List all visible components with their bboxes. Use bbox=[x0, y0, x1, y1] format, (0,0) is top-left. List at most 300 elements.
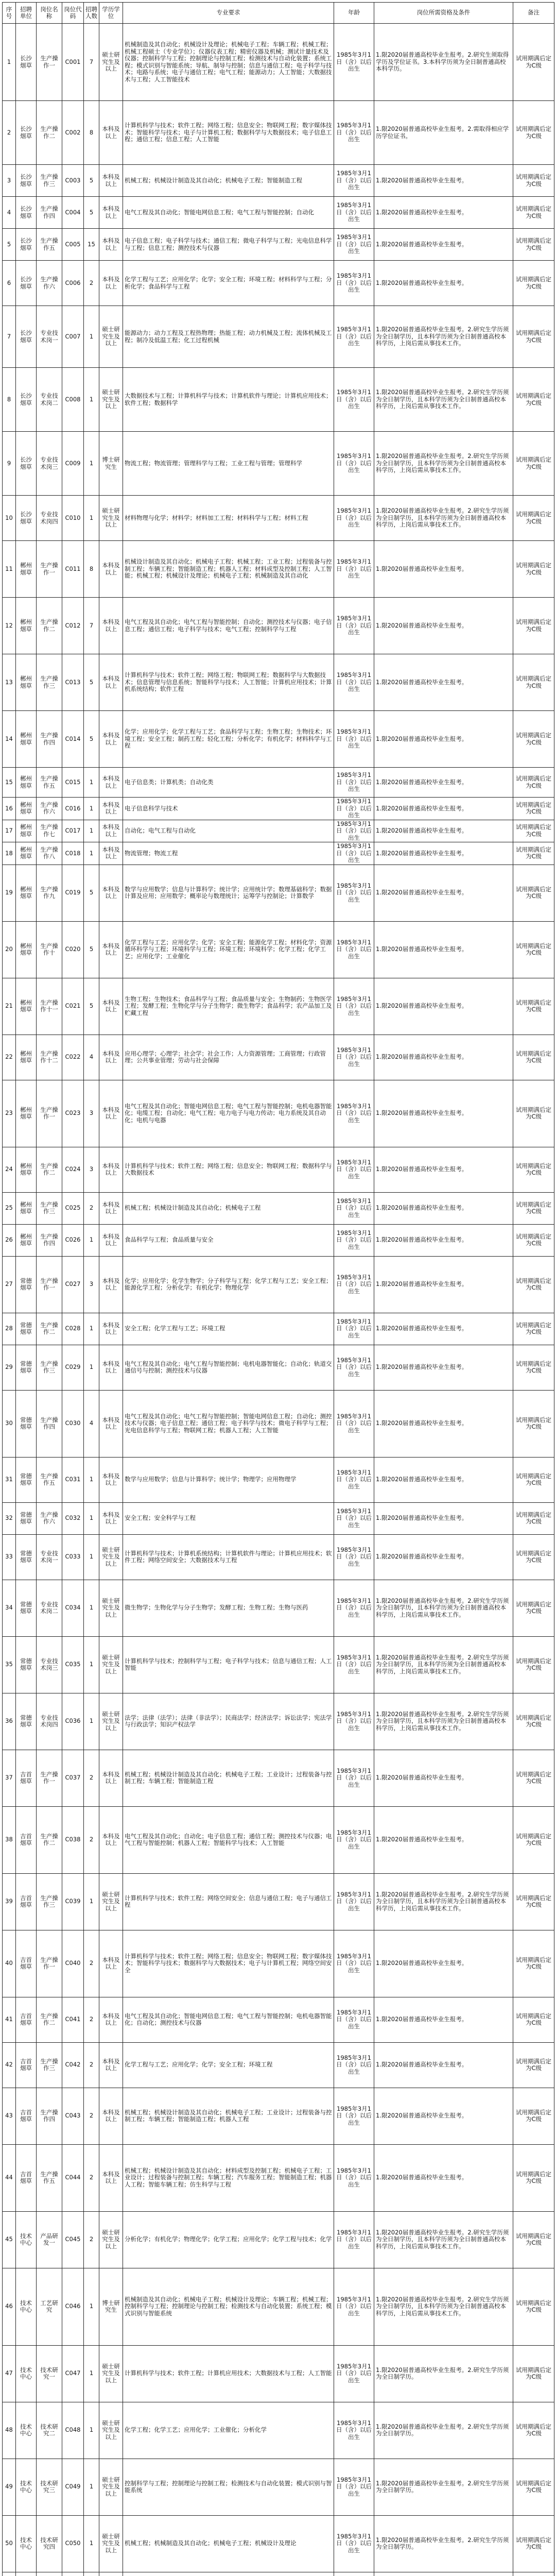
cell-age: 1985年3月1日（含）以后出生 bbox=[334, 1997, 374, 2042]
cell-education: 硕士研究生及以上 bbox=[99, 1873, 123, 1930]
cell-qualifications: 1.限2020届普通高校毕业生报考。 bbox=[374, 1750, 513, 1806]
cell-major: 电气工程及其自动化；电气工程与智能控制；电机电器智能化；自动化；轨道交通信号与控制；测控技术与仪器 bbox=[123, 1345, 334, 1390]
cell-age: 1985年3月1日（含）以后出生 bbox=[334, 1457, 374, 1502]
cell-education: 硕士研究生及以上 bbox=[99, 2515, 123, 2572]
cell-index: 41 bbox=[3, 1997, 16, 2042]
table-row bbox=[3, 1873, 554, 1930]
cell-qualifications: 1.限2020届普通高校毕业生报考。 bbox=[374, 1390, 513, 1457]
cell-index: 14 bbox=[3, 711, 16, 768]
cell-age: 1985年3月1日（含）以后出生 bbox=[334, 1345, 374, 1390]
table-row bbox=[3, 1224, 554, 1256]
header-age: 年龄 bbox=[334, 3, 374, 24]
cell-education: 本科及以上 bbox=[99, 229, 123, 261]
cell-education: 本科及以上 bbox=[99, 978, 123, 1035]
cell-qualifications: 1.限2020届普通高校毕业生报考。2.研究生学历须为全日制学历。 bbox=[374, 2515, 513, 2572]
cell-major: 自动化；电气工程与自动化 bbox=[123, 820, 334, 842]
cell-code: C047 bbox=[62, 2345, 84, 2402]
cell-remarks: 试用期满后定为C级 bbox=[513, 1192, 554, 1224]
cell-remarks: 试用期满后定为C级 bbox=[513, 2211, 554, 2268]
cell-position: 生产操作九 bbox=[37, 865, 62, 921]
cell-count: 5 bbox=[84, 711, 99, 768]
cell-index: 9 bbox=[3, 432, 16, 496]
cell-education: 硕士研究生及以上 bbox=[99, 2345, 123, 2402]
cell-remarks: 试用期满后定为C级 bbox=[513, 1345, 554, 1390]
cell-code: C011 bbox=[62, 541, 84, 598]
cell-position: 生产操作六 bbox=[37, 798, 62, 820]
header-position: 岗位名称 bbox=[37, 3, 62, 24]
cell-major: 安全工程；安全科学与工程 bbox=[123, 1502, 334, 1534]
cell-remarks: 试用期满后定为C级 bbox=[513, 1035, 554, 1080]
cell-count: 1 bbox=[84, 2402, 99, 2459]
header-qualifications: 岗位所需资格及条件 bbox=[374, 3, 513, 24]
cell-count: 2 bbox=[84, 2042, 99, 2088]
cell-education: 本科及以上 bbox=[99, 768, 123, 798]
cell-position: 生产操作五 bbox=[37, 229, 62, 261]
cell-education: 硕士研究生及以上 bbox=[99, 2459, 123, 2515]
cell-major: 化学；应用化学；化学生物学；分子科学与工程；化学工程与工艺；安全工程；能源化学工程；分析化学；有机化学；物理化学 bbox=[123, 1256, 334, 1313]
cell-position: 生产操作四 bbox=[37, 2088, 62, 2144]
cell-position: 生产操作十 bbox=[37, 921, 62, 978]
cell-age: 1985年3月1日（含）以后出生 bbox=[334, 598, 374, 654]
cell-age: 1985年3月1日（含）以后出生 bbox=[334, 368, 374, 432]
cell-code: C039 bbox=[62, 1873, 84, 1930]
table-row bbox=[3, 2515, 554, 2572]
cell-education: 本科及以上 bbox=[99, 1390, 123, 1457]
cell-remarks: 试用期满后定为C级 bbox=[513, 101, 554, 165]
table-row bbox=[3, 598, 554, 654]
cell-major: 电气工程及其自动化；智能电网信息工程；电气工程与智能控制；电机电器智能化；电缆工程；自动化；电气工程；电力电子与电力传动；电力系统及其自动化；电机与电器 bbox=[123, 1080, 334, 1147]
table-row bbox=[3, 865, 554, 921]
table-row bbox=[3, 1035, 554, 1080]
header-major: 专业要求 bbox=[123, 3, 334, 24]
cell-major: 电气工程及其自动化；自动化；电子信息工程；通信工程；测控技术与仪器；电气工程与智能控制；机器人工程；智能科学与技术；人工智能 bbox=[123, 1806, 334, 1873]
table-row bbox=[3, 368, 554, 432]
cell-qualifications: 1.限2020届普通高校毕业生报考。2.研究生学历须为全日制学历，且本科学历须为全日制普通高校本科学历，上岗后需从事技术工作。 bbox=[374, 306, 513, 368]
cell-education: 硕士研究生及以上 bbox=[99, 496, 123, 541]
cell-unit: 长沙烟草 bbox=[16, 101, 37, 165]
cell-age: 1985年3月1日（含）以后出生 bbox=[334, 820, 374, 842]
cell-unit: 常德烟草 bbox=[16, 1256, 37, 1313]
cell-major: 机械制造及其自动化；机械设计及理论；机械电子工程；车辆工程；机械工程；机械工程硕士（专业学位）；仪器仪表工程；精密仪器及机械；测试计量技术及仪器；控制科学与工程；控制理论与控制工程；检测技术与自动化装置；系统工程；模式识别与智能系统；导航、制导与控制；信息与通信工程；电子科学与技术；电路与系统；电子与通信工程；电气工程；能源动力；人工智能；大数据技术与工程；人工智能技术 bbox=[123, 24, 334, 101]
header-remarks: 备注 bbox=[513, 3, 554, 24]
cell-count: 3 bbox=[84, 1147, 99, 1192]
cell-remarks: 试用期满后定为C级 bbox=[513, 598, 554, 654]
cell-age: 1985年3月1日（含）以后出生 bbox=[334, 865, 374, 921]
cell-education: 本科及以上 bbox=[99, 261, 123, 306]
cell-code: C048 bbox=[62, 2402, 84, 2459]
cell-unit: 常德烟草 bbox=[16, 1580, 37, 1636]
cell-education: 本科及以上 bbox=[99, 798, 123, 820]
cell-age: 1985年3月1日（含）以后出生 bbox=[334, 1224, 374, 1256]
cell-index: 12 bbox=[3, 598, 16, 654]
cell-education: 博士研究生 bbox=[99, 2268, 123, 2345]
cell-unit: 郴州烟草 bbox=[16, 1147, 37, 1192]
cell-code: C043 bbox=[62, 2088, 84, 2144]
table-row bbox=[3, 978, 554, 1035]
cell-age: 1985年3月1日（含）以后出生 bbox=[334, 2088, 374, 2144]
cell-major: 计算机科学与技术；软件工程；网络工程；信息安全；物联网工程；数据科学与大数据技术 bbox=[123, 1147, 334, 1192]
cell-count: 2 bbox=[84, 261, 99, 306]
cell-index: 46 bbox=[3, 2268, 16, 2345]
cell-code: C038 bbox=[62, 1806, 84, 1873]
cell-code: C050 bbox=[62, 2515, 84, 2572]
cell-code: C002 bbox=[62, 101, 84, 165]
cell-unit: 郴州烟草 bbox=[16, 598, 37, 654]
cell-education: 本科及以上 bbox=[99, 1997, 123, 2042]
cell-education: 硕士研究生及以上 bbox=[99, 1580, 123, 1636]
cell-index: 28 bbox=[3, 1313, 16, 1345]
cell-index: 49 bbox=[3, 2459, 16, 2515]
cell-count: 2 bbox=[84, 2144, 99, 2211]
cell-position: 技术研究一 bbox=[37, 2345, 62, 2402]
table-row bbox=[3, 798, 554, 820]
cell-age: 1985年3月1日（含）以后出生 bbox=[334, 306, 374, 368]
cell-remarks: 试用期满后定为C级 bbox=[513, 432, 554, 496]
table-row bbox=[3, 2088, 554, 2144]
cell-remarks: 试用期满后定为C级 bbox=[513, 1256, 554, 1313]
cell-age: 1985年3月1日（含）以后出生 bbox=[334, 654, 374, 711]
cell-position: 技术研究四 bbox=[37, 2515, 62, 2572]
cell-qualifications: 1.限2020届普通高校毕业生报考。 bbox=[374, 229, 513, 261]
cell-age: 1985年3月1日（含）以后出生 bbox=[334, 229, 374, 261]
cell-age: 1985年3月1日（含）以后出生 bbox=[334, 1390, 374, 1457]
cell-major: 机械工程；机械设计制造及其自动化；机械电子工程；工业设计；过程装备与控制工程；车辆工程；智能制造工程 bbox=[123, 1750, 334, 1806]
table-row bbox=[3, 1580, 554, 1636]
cell-unit: 常德烟草 bbox=[16, 1534, 37, 1580]
cell-qualifications: 1.限2020届普通高校毕业生报考。2.研究生学历须为全日制学历，且本科学历须为全日制普通高校本科学历，上岗后需从事技术工作。 bbox=[374, 496, 513, 541]
cell-unit: 郴州烟草 bbox=[16, 798, 37, 820]
cell-position: 技术研究二 bbox=[37, 2402, 62, 2459]
cell-position: 生产操作七 bbox=[37, 820, 62, 842]
cell-code: C049 bbox=[62, 2459, 84, 2515]
cell-position: 生产操作六 bbox=[37, 261, 62, 306]
cell-index: 29 bbox=[3, 1345, 16, 1390]
cell-remarks: 试用期满后定为C级 bbox=[513, 2088, 554, 2144]
table-row bbox=[3, 1147, 554, 1192]
cell-index: 22 bbox=[3, 1035, 16, 1080]
cell-remarks: 试用期满后定为C级 bbox=[513, 368, 554, 432]
cell-remarks: 试用期满后定为C级 bbox=[513, 1806, 554, 1873]
cell-age: 1985年3月1日（含）以后出生 bbox=[334, 101, 374, 165]
cell-unit: 技术中心 bbox=[16, 2268, 37, 2345]
cell-code: C004 bbox=[62, 197, 84, 229]
cell-count: 1 bbox=[84, 2459, 99, 2515]
cell-index: 10 bbox=[3, 496, 16, 541]
cell-age: 1985年3月1日（含）以后出生 bbox=[334, 1313, 374, 1345]
cell-remarks: 试用期满后定为C级 bbox=[513, 1997, 554, 2042]
cell-unit: 常德烟草 bbox=[16, 1345, 37, 1390]
cell-position: 产品研发一 bbox=[37, 2211, 62, 2268]
cell-major: 电气工程及其自动化；电气工程与智能控制；自动化；测控技术与仪器；电子信息工程；通信工程；电子科学与技术；电气工程；控制科学与工程 bbox=[123, 598, 334, 654]
cell-index: 19 bbox=[3, 865, 16, 921]
cell-major: 计算机科学与技术；软件工程；网络空间安全；信息与通信工程；电子与通信工程 bbox=[123, 1873, 334, 1930]
cell-index: 5 bbox=[3, 229, 16, 261]
cell-qualifications: 1.限2020届普通高校毕业生报考。2.研究生学历须为全日制学历。 bbox=[374, 2345, 513, 2402]
cell-major: 数学与应用数学；信息与计算科学；统计学；物理学；应用物理学 bbox=[123, 1457, 334, 1502]
cell-unit: 郴州烟草 bbox=[16, 1035, 37, 1080]
table-row bbox=[3, 1345, 554, 1390]
cell-remarks: 试用期满后定为C级 bbox=[513, 1534, 554, 1580]
cell-age: 1985年3月1日（含）以后出生 bbox=[334, 1147, 374, 1192]
cell-count: 8 bbox=[84, 101, 99, 165]
table-row bbox=[3, 1636, 554, 1693]
cell-code: C015 bbox=[62, 768, 84, 798]
table-row bbox=[3, 306, 554, 368]
cell-qualifications: 1.限2020届普通高校毕业生报考。 bbox=[374, 1147, 513, 1192]
cell-major: 电气工程及其自动化；智能电网信息工程；电气工程与智能控制；自动化 bbox=[123, 197, 334, 229]
cell-count: 2 bbox=[84, 1750, 99, 1806]
table-row bbox=[3, 654, 554, 711]
cell-position: 生产操作四 bbox=[37, 197, 62, 229]
cell-count: 1 bbox=[84, 1693, 99, 1750]
cell-unit: 吉首烟草 bbox=[16, 1873, 37, 1930]
cell-code: C028 bbox=[62, 1313, 84, 1345]
cell-major: 化学工程；化学工艺；应用化学；工业催化；分析化学 bbox=[123, 2402, 334, 2459]
cell-position: 生产操作六 bbox=[37, 1502, 62, 1534]
cell-remarks: 试用期满后定为C级 bbox=[513, 1750, 554, 1806]
cell-position: 生产操作三 bbox=[37, 2042, 62, 2088]
cell-qualifications: 1.限2020届普通高校毕业生报考。 bbox=[374, 1345, 513, 1390]
cell-code: C008 bbox=[62, 368, 84, 432]
cell-major: 化学工程与工艺；应用化学；化学；安全工程；能源化学工程；材料化学；资源循环科学与工程；环境科学与工程；环境工程；环境科学；化学工程；化学工艺；应用化学；工业催化 bbox=[123, 921, 334, 978]
cell-position: 生产操作一 bbox=[37, 24, 62, 101]
cell-unit: 长沙烟草 bbox=[16, 306, 37, 368]
cell-code: C044 bbox=[62, 2144, 84, 2211]
cell-unit: 郴州烟草 bbox=[16, 711, 37, 768]
cell-count: 5 bbox=[84, 921, 99, 978]
cell-position: 生产操作二 bbox=[37, 598, 62, 654]
cell-remarks: 试用期满后定为C级 bbox=[513, 261, 554, 306]
cell-count: 15 bbox=[84, 229, 99, 261]
cell-count: 2 bbox=[84, 1930, 99, 1997]
cell-position: 工艺研究 bbox=[37, 2268, 62, 2345]
cell-remarks: 试用期满后定为C级 bbox=[513, 1224, 554, 1256]
cell-age: 1985年3月1日（含）以后出生 bbox=[334, 24, 374, 101]
table-row bbox=[3, 1502, 554, 1534]
cell-code: C005 bbox=[62, 229, 84, 261]
cell-position: 专业技术岗二 bbox=[37, 1580, 62, 1636]
cell-education: 本科及以上 bbox=[99, 1192, 123, 1224]
cell-remarks: 试用期满后定为C级 bbox=[513, 865, 554, 921]
cell-major: 生物工程；生物技术；食品科学与工程；食品质量与安全；生物制药；生物医学工程；发酵工程；生物化学与分子生物学；微生物学；食品科学；农产品加工及贮藏工程 bbox=[123, 978, 334, 1035]
cell-major: 数学与应用数学；信息与计算科学；统计学；应用统计学；数理基础科学；数据计算及应用；应用数学；概率论与数理统计；运筹学与控制论；计算数学 bbox=[123, 865, 334, 921]
cell-qualifications: 1.限2020届普通高校毕业生报考。 bbox=[374, 865, 513, 921]
cell-age: 1985年3月1日（含）以后出生 bbox=[334, 2515, 374, 2572]
cell-remarks: 试用期满后定为C级 bbox=[513, 1313, 554, 1345]
cell-unit: 郴州烟草 bbox=[16, 1224, 37, 1256]
cell-position: 生产操作二 bbox=[37, 1147, 62, 1192]
table-row bbox=[3, 1693, 554, 1750]
cell-index: 21 bbox=[3, 978, 16, 1035]
cell-index: 16 bbox=[3, 798, 16, 820]
cell-major: 电子信息科学与技术 bbox=[123, 798, 334, 820]
cell-count: 1 bbox=[84, 1873, 99, 1930]
cell-index: 50 bbox=[3, 2515, 16, 2572]
cell-unit: 长沙烟草 bbox=[16, 24, 37, 101]
cell-count: 8 bbox=[84, 541, 99, 598]
cell-age: 1985年3月1日（含）以后出生 bbox=[334, 921, 374, 978]
cell-remarks bbox=[513, 2572, 554, 2576]
cell-qualifications: 1.限2020届普通高校毕业生报考。2.研究生学历须为全日制学历，且本科学历须为全日制普通高校本科学历，上岗后需从事技术工作。 bbox=[374, 1693, 513, 1750]
cell-remarks: 试用期满后定为C级 bbox=[513, 1502, 554, 1534]
cell-position: 生产操作一 bbox=[37, 1750, 62, 1806]
cell-remarks: 试用期满后定为C级 bbox=[513, 24, 554, 101]
cell-unit: 常德烟草 bbox=[16, 1636, 37, 1693]
cell-age: 1985年3月1日（含）以后出生 bbox=[334, 1930, 374, 1997]
cell-education: 本科及以上 bbox=[99, 820, 123, 842]
cell-unit: 长沙烟草 bbox=[16, 368, 37, 432]
cell-unit: 吉首烟草 bbox=[16, 1806, 37, 1873]
cell-count: 1 bbox=[84, 368, 99, 432]
cell-age: 1985年3月1日（含）以后出生 bbox=[334, 165, 374, 197]
cell-code: C007 bbox=[62, 306, 84, 368]
table-row bbox=[3, 2268, 554, 2345]
cell-position: 专业技术岗三 bbox=[37, 432, 62, 496]
document-page bbox=[2, 2, 554, 2576]
cell-count: 5 bbox=[84, 165, 99, 197]
cell-major: 机械制造及其自动化；机械电子工程；机械设计及理论；车辆工程；机械工程；控制科学与工程；控制理论与控制工程；检测技术与自动化装置；系统工程；模式识别与智能系统 bbox=[123, 2268, 334, 2345]
cell-major: 电子信息工程；电子科学与技术；通信工程；微电子科学与工程；光电信息科学与工程；信息工程；测控技术与仪器 bbox=[123, 229, 334, 261]
cell-education: 硕士研究生及以上 bbox=[99, 368, 123, 432]
cell-age: 1985年3月1日（含）以后出生 bbox=[334, 768, 374, 798]
cell-remarks: 试用期满后定为C级 bbox=[513, 1636, 554, 1693]
cell-count: 1 bbox=[84, 1502, 99, 1534]
cell-qualifications: 1.限2020届普通高校毕业生报考。 bbox=[374, 1534, 513, 1580]
cell-index: 36 bbox=[3, 1693, 16, 1750]
cell-major: 机械工程；机械设计制造及其自动化；机械电子工程；智能制造工程 bbox=[123, 165, 334, 197]
cell-education: 本科及以上 bbox=[99, 2144, 123, 2211]
cell-code: C013 bbox=[62, 654, 84, 711]
cell-position: 生产操作二 bbox=[37, 1806, 62, 1873]
cell-code: C006 bbox=[62, 261, 84, 306]
cell-index: 32 bbox=[3, 1502, 16, 1534]
cell-index: 13 bbox=[3, 654, 16, 711]
cell-education bbox=[99, 2572, 123, 2576]
cell-age: 1985年3月1日（含）以后出生 bbox=[334, 2144, 374, 2211]
cell-index: 15 bbox=[3, 768, 16, 798]
cell-remarks: 试用期满后定为C级 bbox=[513, 768, 554, 798]
cell-code: C017 bbox=[62, 820, 84, 842]
cell-unit: 吉首烟草 bbox=[16, 1930, 37, 1997]
cell-age: 1985年3月1日（含）以后出生 bbox=[334, 1750, 374, 1806]
table-row bbox=[3, 842, 554, 865]
cell-index: 43 bbox=[3, 2088, 16, 2144]
cell-remarks: 试用期满后定为C级 bbox=[513, 1930, 554, 1997]
cell-position: 生产操作十二 bbox=[37, 1035, 62, 1080]
cell-code: C045 bbox=[62, 2211, 84, 2268]
cell-qualifications: 1.限2020届普通高校毕业生报考。2.研究生学历须为全日制学历，且本科学历须为全日制普通高校本科学历，上岗后需从事技术工作。 bbox=[374, 2268, 513, 2345]
cell-remarks: 试用期满后定为C级 bbox=[513, 197, 554, 229]
cell-qualifications: 1.限2020届普通高校毕业生报考。 bbox=[374, 197, 513, 229]
cell-age: 1985年3月1日（含）以后出生 bbox=[334, 1693, 374, 1750]
table-row bbox=[3, 2211, 554, 2268]
cell-unit: 吉首烟草 bbox=[16, 2088, 37, 2144]
cell-unit: 郴州烟草 bbox=[16, 921, 37, 978]
cell-index: 18 bbox=[3, 842, 16, 865]
cell-code: C012 bbox=[62, 598, 84, 654]
cell-code: C025 bbox=[62, 1192, 84, 1224]
table-row bbox=[3, 1390, 554, 1457]
cell-code: C046 bbox=[62, 2268, 84, 2345]
cell-index bbox=[3, 2572, 16, 2576]
table-row bbox=[3, 197, 554, 229]
cell-index: 6 bbox=[3, 261, 16, 306]
cell-count: 1 bbox=[84, 1580, 99, 1636]
cell-major: 物流工程；物流管理；管理科学与工程；工业工程与管理；管理科学 bbox=[123, 432, 334, 496]
cell-major: 法学；法律（法学）；法律（非法学）；民商法学；经济法学；诉讼法学；宪法学与行政法学；知识产权法学 bbox=[123, 1693, 334, 1750]
cell-index: 38 bbox=[3, 1806, 16, 1873]
cell-count: 1 bbox=[84, 1345, 99, 1390]
cell-unit: 郴州烟草 bbox=[16, 842, 37, 865]
cell-index: 1 bbox=[3, 24, 16, 101]
cell-qualifications: 1.限2020届普通高校毕业生报考。 bbox=[374, 2144, 513, 2211]
cell-major: 安全工程；化学工程与工艺；环境工程 bbox=[123, 1313, 334, 1345]
cell-qualifications: 1.限2020届普通高校毕业生报考。 bbox=[374, 1502, 513, 1534]
cell-unit: 长沙烟草 bbox=[16, 197, 37, 229]
cell-unit: 郴州烟草 bbox=[16, 541, 37, 598]
cell-major: 机械工程；机械设计制造及其自动化；机械电子工程；工业设计；过程装备与控制工程；车辆工程；智能制造工程；机器人工程 bbox=[123, 2088, 334, 2144]
cell-qualifications: 1.限2020届普通高校毕业生报考。 bbox=[374, 820, 513, 842]
cell-qualifications: 1.限2020届普通高校毕业生报考。2.研究生须取得学历及学位证书。3.本科学历须为全日制普通高校本科学历。 bbox=[374, 24, 513, 101]
cell-count: 1 bbox=[84, 1224, 99, 1256]
cell-major: 计算机科学与技术；计算机系统结构；计算机软件与理论；计算机应用技术；软件工程；网络空间安全；大数据技术与工程 bbox=[123, 1534, 334, 1580]
cell-major: 电子信息类；计算机类；自动化类 bbox=[123, 768, 334, 798]
cell-qualifications: 1.限2020届普通高校毕业生报考。2.需取得相应学历学位证书。 bbox=[374, 101, 513, 165]
cell-qualifications: 1.限2020届普通高校毕业生报考。 bbox=[374, 261, 513, 306]
cell-count: 7 bbox=[84, 24, 99, 101]
cell-position: 生产操作四 bbox=[37, 1224, 62, 1256]
cell-unit: 长沙烟草 bbox=[16, 229, 37, 261]
cell-qualifications: 1.限2020届普通高校毕业生报考。 bbox=[374, 1806, 513, 1873]
cell-code: C019 bbox=[62, 865, 84, 921]
cell-major: 食品科学与工程；食品质量与安全 bbox=[123, 1224, 334, 1256]
cell-education: 硕士研究生及以上 bbox=[99, 306, 123, 368]
cell-index: 39 bbox=[3, 1873, 16, 1930]
cell-qualifications: 1.限2020届普通高校毕业生报考。 bbox=[374, 165, 513, 197]
table-row bbox=[3, 1313, 554, 1345]
cell-age: 1985年3月1日（含）以后出生 bbox=[334, 1580, 374, 1636]
cell-qualifications: 1.限2020届普通高校毕业生报考。 bbox=[374, 541, 513, 598]
cell-education: 硕士研究生及以上 bbox=[99, 1636, 123, 1693]
cell-position: 生产操作五 bbox=[37, 2144, 62, 2211]
table-row bbox=[3, 711, 554, 768]
cell-unit: 技术中心 bbox=[16, 2402, 37, 2459]
cell-count: 3 bbox=[84, 1080, 99, 1147]
cell-qualifications: 1.限2020届普通高校毕业生报考。 bbox=[374, 1997, 513, 2042]
cell-position: 生产操作三 bbox=[37, 1873, 62, 1930]
cell-unit: 郴州烟草 bbox=[16, 978, 37, 1035]
cell-age: 1985年3月1日（含）以后出生 bbox=[334, 2345, 374, 2402]
table-row bbox=[3, 1457, 554, 1502]
cell-major: 能源动力；动力工程及工程热物理；热能工程；动力机械及工程；流体机械及工程；制冷及低温工程；化工过程机械 bbox=[123, 306, 334, 368]
cell-qualifications: 1.限2020届普通高校毕业生报考。 bbox=[374, 2042, 513, 2088]
cell-remarks: 试用期满后定为C级 bbox=[513, 820, 554, 842]
cell-education: 本科及以上 bbox=[99, 197, 123, 229]
cell-unit: 常德烟草 bbox=[16, 1313, 37, 1345]
table-row bbox=[3, 1806, 554, 1873]
cell-position: 专业技术岗二 bbox=[37, 368, 62, 432]
cell-position: 生产操作二 bbox=[37, 101, 62, 165]
cell-age: 1985年3月1日（含）以后出生 bbox=[334, 1873, 374, 1930]
cell-unit: 常德烟草 bbox=[16, 1457, 37, 1502]
cell-qualifications: 1.限2020届普通高校毕业生报考。 bbox=[374, 921, 513, 978]
cell-qualifications: 1.限2020届普通高校毕业生报考。 bbox=[374, 654, 513, 711]
cell-remarks: 试用期满后定为C级 bbox=[513, 2402, 554, 2459]
table-row bbox=[3, 432, 554, 496]
cell-code: C020 bbox=[62, 921, 84, 978]
cell-count: 4 bbox=[84, 1035, 99, 1080]
cell-position: 生产操作十一 bbox=[37, 978, 62, 1035]
